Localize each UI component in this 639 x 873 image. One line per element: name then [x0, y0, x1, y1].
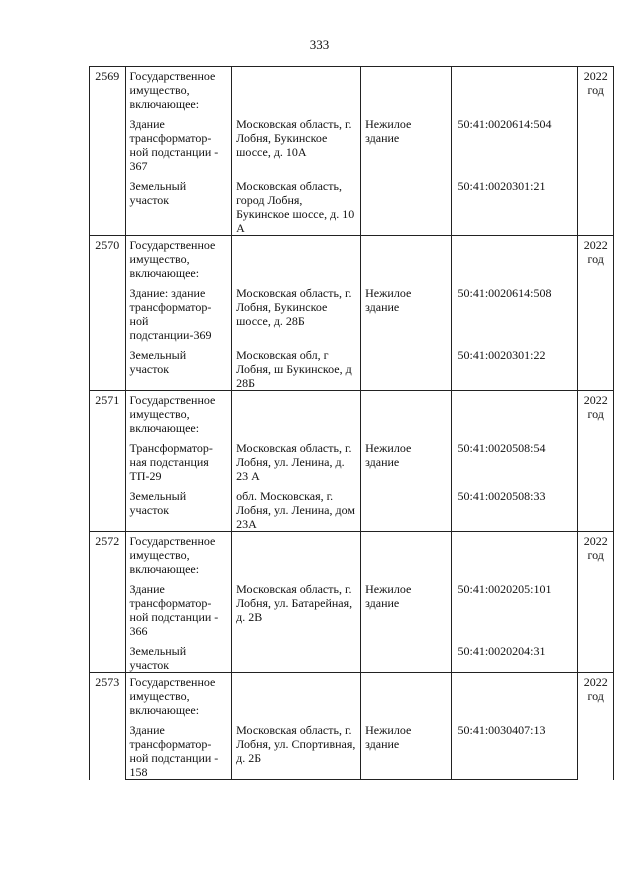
item-cadastral-number: 50:41:0020204:31 [451, 638, 578, 673]
entry-number: 2571 [90, 391, 126, 532]
item-name: Здание трансформатор-ной подстанции - 158 [125, 717, 232, 780]
item-name: Земельный участок [125, 483, 232, 532]
address-cell [232, 532, 361, 577]
item-cadastral-number: 50:41:0020508:33 [451, 483, 578, 532]
address-cell [232, 391, 361, 436]
item-cadastral-number: 50:41:0020614:508 [451, 280, 578, 342]
item-address: Московская область, г. Лобня, ул. Спортивная, д. 2Б [232, 717, 361, 780]
table-row [90, 111, 614, 173]
entry-group-title: Государственное имущество, включающее: [125, 391, 232, 436]
table-row [90, 236, 614, 281]
entry-year: 2022 год [578, 673, 614, 780]
table-row [90, 280, 614, 342]
item-name: Земельный участок [125, 173, 232, 236]
item-address: Московская область, г. Лобня, ул. Батарейная, д. 2В [232, 576, 361, 638]
type-cell [361, 67, 451, 112]
entry-number: 2569 [90, 67, 126, 236]
table-row [90, 483, 614, 532]
item-cadastral-number: 50:41:0020205:101 [451, 576, 578, 638]
table-row [90, 173, 614, 236]
address-cell [232, 673, 361, 718]
item-address [232, 638, 361, 673]
item-name: Здание: здание трансформатор-ной подстанции-369 [125, 280, 232, 342]
item-address: Московская область, г. Лобня, Букинское шоссе, д. 28Б [232, 280, 361, 342]
item-address: Московская область, город Лобня, Букинское шоссе, д. 10 А [232, 173, 361, 236]
entry-year: 2022 год [578, 236, 614, 391]
page-number: 333 [309, 37, 330, 52]
type-cell [361, 391, 451, 436]
item-type: Нежилое здание [361, 576, 451, 638]
item-cadastral-number: 50:41:0020614:504 [451, 111, 578, 173]
entry-group-title: Государственное имущество, включающее: [125, 673, 232, 718]
table-row [90, 638, 614, 673]
item-cadastral-number: 50:41:0030407:13 [451, 717, 578, 780]
entry-number: 2570 [90, 236, 126, 391]
item-name: Здание трансформатор-ной подстанции - 366 [125, 576, 232, 638]
item-address: Московская область, г. Лобня, ул. Ленина, д. 23 А [232, 435, 361, 483]
cadastral-cell [451, 673, 578, 718]
cadastral-cell [451, 67, 578, 112]
address-cell [232, 67, 361, 112]
item-address: Московская обл, г Лобня, ш Букинское, д 28Б [232, 342, 361, 391]
item-address: обл. Московская, г. Лобня, ул. Ленина, дом 23А [232, 483, 361, 532]
cadastral-cell [451, 391, 578, 436]
item-cadastral-number: 50:41:0020508:54 [451, 435, 578, 483]
item-cadastral-number: 50:41:0020301:21 [451, 173, 578, 236]
item-cadastral-number: 50:41:0020301:22 [451, 342, 578, 391]
item-name: Трансформатор-ная подстанция ТП-29 [125, 435, 232, 483]
cadastral-cell [451, 532, 578, 577]
entry-number: 2573 [90, 673, 126, 780]
item-type: Нежилое здание [361, 280, 451, 342]
table-row [90, 391, 614, 436]
entry-year: 2022 год [578, 532, 614, 673]
item-name: Земельный участок [125, 638, 232, 673]
table-row [90, 717, 614, 780]
table-row [90, 576, 614, 638]
item-address: Московская область, г. Лобня, Букинское шоссе, д. 10А [232, 111, 361, 173]
entry-group-title: Государственное имущество, включающее: [125, 236, 232, 281]
item-type [361, 342, 451, 391]
item-type: Нежилое здание [361, 717, 451, 780]
table-row [90, 342, 614, 391]
entry-number: 2572 [90, 532, 126, 673]
table-row [90, 435, 614, 483]
type-cell [361, 673, 451, 718]
entry-group-title: Государственное имущество, включающее: [125, 67, 232, 112]
entry-group-title: Государственное имущество, включающее: [125, 532, 232, 577]
item-type: Нежилое здание [361, 111, 451, 173]
entry-year: 2022 год [578, 391, 614, 532]
table-row [90, 673, 614, 718]
item-name: Здание трансформатор-ной подстанции - 367 [125, 111, 232, 173]
property-table [89, 66, 614, 780]
item-name: Земельный участок [125, 342, 232, 391]
item-type [361, 483, 451, 532]
cadastral-cell [451, 236, 578, 281]
entry-year: 2022 год [578, 67, 614, 236]
item-type [361, 173, 451, 236]
table-row [90, 67, 614, 112]
table-row [90, 532, 614, 577]
item-type [361, 638, 451, 673]
address-cell [232, 236, 361, 281]
type-cell [361, 236, 451, 281]
item-type: Нежилое здание [361, 435, 451, 483]
type-cell [361, 532, 451, 577]
